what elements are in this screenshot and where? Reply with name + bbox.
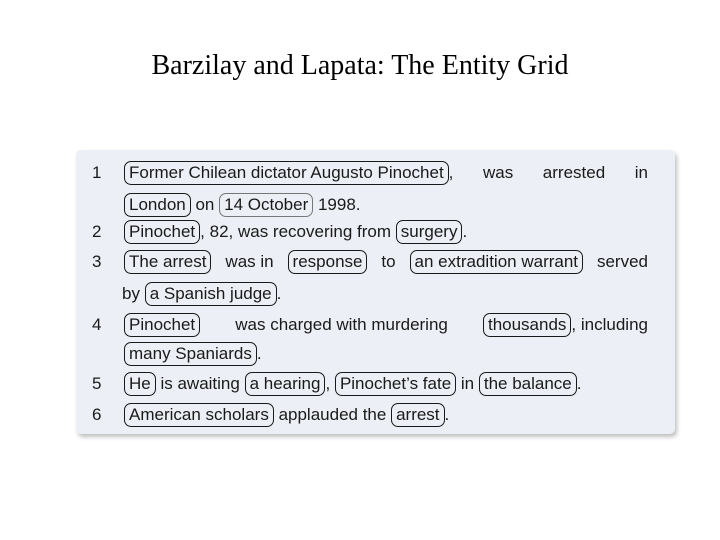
entity-mention: Pinochet <box>124 220 200 244</box>
text-fragment: applauded the <box>278 405 387 424</box>
sentence-number: 3 <box>92 252 102 271</box>
text-fragment: is awaiting <box>160 374 240 393</box>
text-fragment: was <box>482 163 514 182</box>
text-fragment: . <box>444 405 450 424</box>
text-fragment: . <box>576 374 582 393</box>
entity-text-panel <box>76 150 675 434</box>
text-fragment: in <box>634 163 648 182</box>
text-fragment: 1998. <box>317 195 361 214</box>
entity-mention: Pinochet’s fate <box>335 372 456 396</box>
entity-mention: response <box>288 250 368 274</box>
text-fragment: arrested <box>542 163 606 182</box>
text-fragment: was charged with murdering <box>235 315 448 334</box>
entity-mention: The arrest <box>124 250 211 274</box>
entity-mention: a Spanish judge <box>145 282 277 306</box>
entity-mention: Former Chilean dictator Augusto Pinochet <box>124 161 449 185</box>
text-fragment: , including <box>571 315 648 334</box>
entity-mention: a hearing <box>245 372 326 396</box>
entity-mention: thousands <box>483 313 571 337</box>
entity-mention: He <box>124 372 156 396</box>
sentence-number: 6 <box>92 405 102 424</box>
text-fragment: . <box>256 344 262 363</box>
text-fragment: . <box>276 284 282 303</box>
text-fragment: was in <box>225 252 274 271</box>
text-fragment: to <box>381 252 396 271</box>
text-fragment: , 82, was recovering from <box>200 222 392 241</box>
entity-mention: the balance <box>479 372 577 396</box>
text-fragment: in <box>460 374 475 393</box>
sentence-number: 4 <box>92 315 102 334</box>
text-fragment: by <box>122 284 140 303</box>
sentence-number: 2 <box>92 222 102 241</box>
entity-mention: many Spaniards <box>124 342 257 366</box>
entity-mention: American scholars <box>124 403 274 427</box>
entity-mention: Pinochet <box>124 313 200 337</box>
date-mention: 14 October <box>219 193 313 217</box>
text-fragment: . <box>462 222 468 241</box>
text-fragment: , <box>325 374 331 393</box>
entity-mention: arrest <box>391 403 444 427</box>
sentence-number: 1 <box>92 163 102 182</box>
text-fragment: , <box>448 163 454 182</box>
entity-mention: an extradition warrant <box>410 250 583 274</box>
sentence-number: 5 <box>92 374 102 393</box>
entity-mention: surgery <box>396 220 463 244</box>
entity-mention: London <box>124 193 191 217</box>
text-fragment: on <box>195 195 215 214</box>
slide-title: Barzilay and Lapata: The Entity Grid <box>151 50 569 81</box>
text-fragment: served <box>596 252 648 271</box>
